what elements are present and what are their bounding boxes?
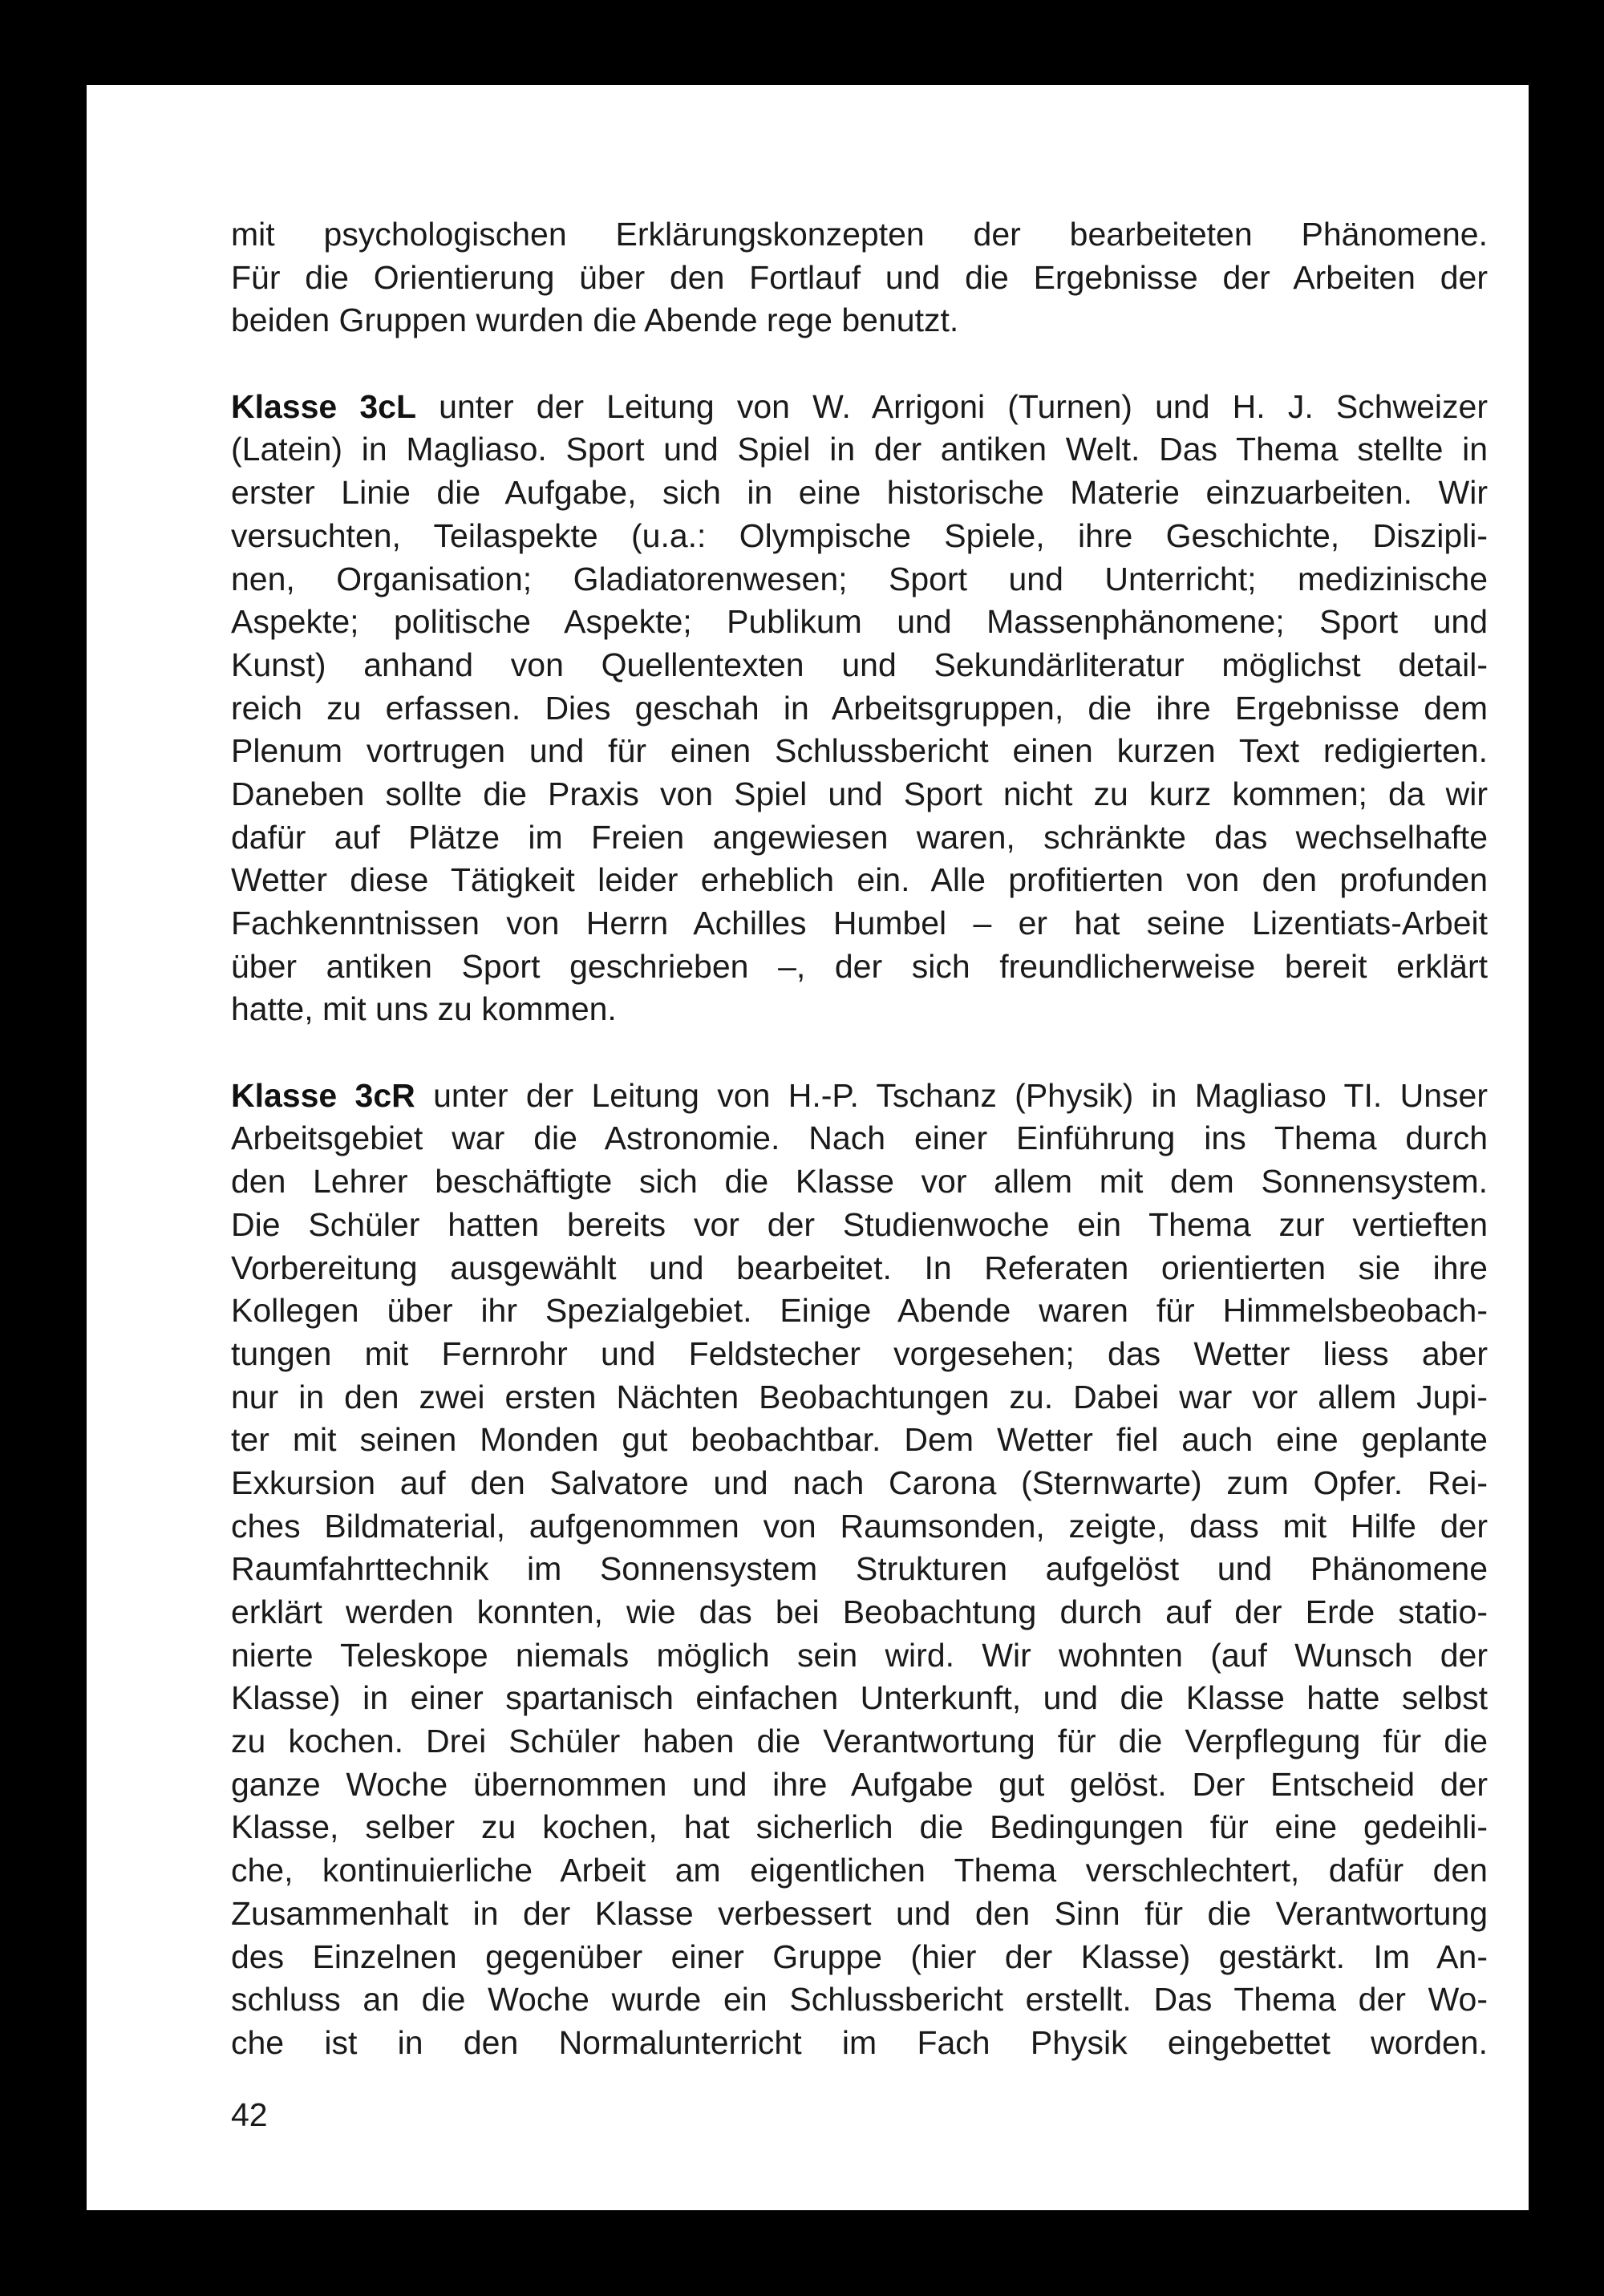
text-line: tungen mit Fernrohr und Feldstecher vorgesehen; das Wetter liess aber	[231, 1334, 1488, 1372]
paragraph-spacer	[231, 1031, 1488, 1075]
heading-line-rest: unter der Leitung von H.-P. Tschanz (Physik) in Magliaso TI. Unser	[415, 1076, 1488, 1114]
text-line: ches Bildmaterial, aufgenommen von Raumsonden, zeigte, dass mit Hilfe der	[231, 1507, 1488, 1545]
text-line: Klasse, selber zu kochen, hat sicherlich die Bedingungen für eine gedeihli-	[231, 1808, 1488, 1846]
text-line: nur in den zwei ersten Nächten Beobachtungen zu. Dabei war vor allem Jupi-	[231, 1378, 1488, 1415]
paragraph-klasse-3cr	[231, 1075, 1488, 2065]
text-line: che, kontinuierliche Arbeit am eigentlichen Thema verschlechtert, dafür den	[231, 1852, 1488, 1889]
text-line: che ist in den Normalunterricht im Fach Physik eingebettet worden.	[231, 2023, 1488, 2061]
text-line: Plenum vortrugen und für einen Schlussbericht einen kurzen Text redigierten.	[231, 732, 1488, 770]
text-line: reich zu erfassen. Dies geschah in Arbeitsgruppen, die ihre Ergebnisse dem	[231, 689, 1488, 727]
document-page	[87, 85, 1529, 2210]
text-line: ter mit seinen Monden gut beobachtbar. Dem Wetter fiel auch eine geplante	[231, 1421, 1488, 1459]
text-line: nierte Teleskope niemals möglich sein wird. Wir wohnten (auf Wunsch der	[231, 1636, 1488, 1674]
text-line: beiden Gruppen wurden die Abende rege benutzt.	[231, 302, 959, 339]
text-line: Raumfahrttechnik im Sonnensystem Strukturen aufgelöst und Phänomene	[231, 1550, 1488, 1588]
text-line: versuchten, Teilaspekte (u.a.: Olympische Spiele, ihre Geschichte, Diszipli-	[231, 516, 1488, 554]
text-line: Wetter diese Tätigkeit leider erheblich ein. Alle profitierten von den profunden	[231, 861, 1488, 899]
text-line: erklärt werden konnten, wie das bei Beobachtung durch auf der Erde statio-	[231, 1593, 1488, 1630]
text-line: ganze Woche übernommen und ihre Aufgabe gut gelöst. Der Entscheid der	[231, 1765, 1488, 1803]
class-heading: Klasse 3cL	[231, 387, 417, 425]
text-line: Daneben sollte die Praxis von Spiel und Sport nicht zu kurz kommen; da wir	[231, 775, 1488, 812]
paragraph-continuation	[231, 213, 1488, 342]
body-text	[231, 213, 1488, 2065]
class-heading: Klasse 3cR	[231, 1076, 415, 1114]
text-line: schluss an die Woche wurde ein Schlussbericht erstellt. Das Thema der Wo-	[231, 1981, 1488, 2019]
text-line: Exkursion auf den Salvatore und nach Carona (Sternwarte) zum Opfer. Rei-	[231, 1464, 1488, 1501]
text-line: hatte, mit uns zu kommen.	[231, 990, 617, 1028]
text-line: nen, Organisation; Gladiatorenwesen; Sport und Unterricht; medizinische	[231, 560, 1488, 597]
text-line: des Einzelnen gegenüber einer Gruppe (hier der Klasse) gestärkt. Im An-	[231, 1938, 1488, 1975]
text-line	[231, 1075, 1488, 1118]
text-line: Vorbereitung ausgewählt und bearbeitet. In Referaten orientierten sie ihre	[231, 1249, 1488, 1286]
text-line: dafür auf Plätze im Freien angewiesen waren, schränkte das wechselhafte	[231, 818, 1488, 856]
text-line	[231, 386, 1488, 429]
text-line: Arbeitsgebiet war die Astronomie. Nach einer Einführung ins Thema durch	[231, 1120, 1488, 1157]
text-line: über antiken Sport geschrieben –, der sich freundlicherweise bereit erklärt	[231, 947, 1488, 985]
text-line: mit psychologischen Erklärungskonzepten der bearbeiteten Phänomene.	[231, 216, 1488, 253]
text-line: Aspekte; politische Aspekte; Publikum und Massenphänomene; Sport und	[231, 603, 1488, 641]
text-line: Klasse) in einer spartanisch einfachen Unterkunft, und die Klasse hatte selbst	[231, 1679, 1488, 1717]
paragraph-klasse-3cl	[231, 386, 1488, 1031]
text-line: (Latein) in Magliaso. Sport und Spiel in der antiken Welt. Das Thema stellte in	[231, 431, 1488, 468]
text-line: Zusammenhalt in der Klasse verbessert und den Sinn für die Verantwortung	[231, 1894, 1488, 1932]
text-line: erster Linie die Aufgabe, sich in eine historische Materie einzuarbeiten. Wir	[231, 474, 1488, 512]
text-line: Für die Orientierung über den Fortlauf und die Ergebnisse der Arbeiten der	[231, 258, 1488, 296]
heading-line-rest: unter der Leitung von W. Arrigoni (Turnen) und H. J. Schweizer	[416, 387, 1488, 425]
text-line: Die Schüler hatten bereits vor der Studienwoche ein Thema zur vertieften	[231, 1205, 1488, 1243]
text-line: den Lehrer beschäftigte sich die Klasse vor allem mit dem Sonnensystem.	[231, 1163, 1488, 1201]
text-line: Kunst) anhand von Quellentexten und Sekundärliteratur möglichst detail-	[231, 646, 1488, 683]
text-line: Fachkenntnissen von Herrn Achilles Humbel – er hat seine Lizentiats-Arbeit	[231, 905, 1488, 941]
text-line: zu kochen. Drei Schüler haben die Verantwortung für die Verpflegung für die	[231, 1723, 1488, 1760]
paragraph-spacer	[231, 342, 1488, 386]
page-number: 42	[231, 2096, 268, 2133]
text-line: Kollegen über ihr Spezialgebiet. Einige Abende waren für Himmelsbeobach-	[231, 1292, 1488, 1330]
